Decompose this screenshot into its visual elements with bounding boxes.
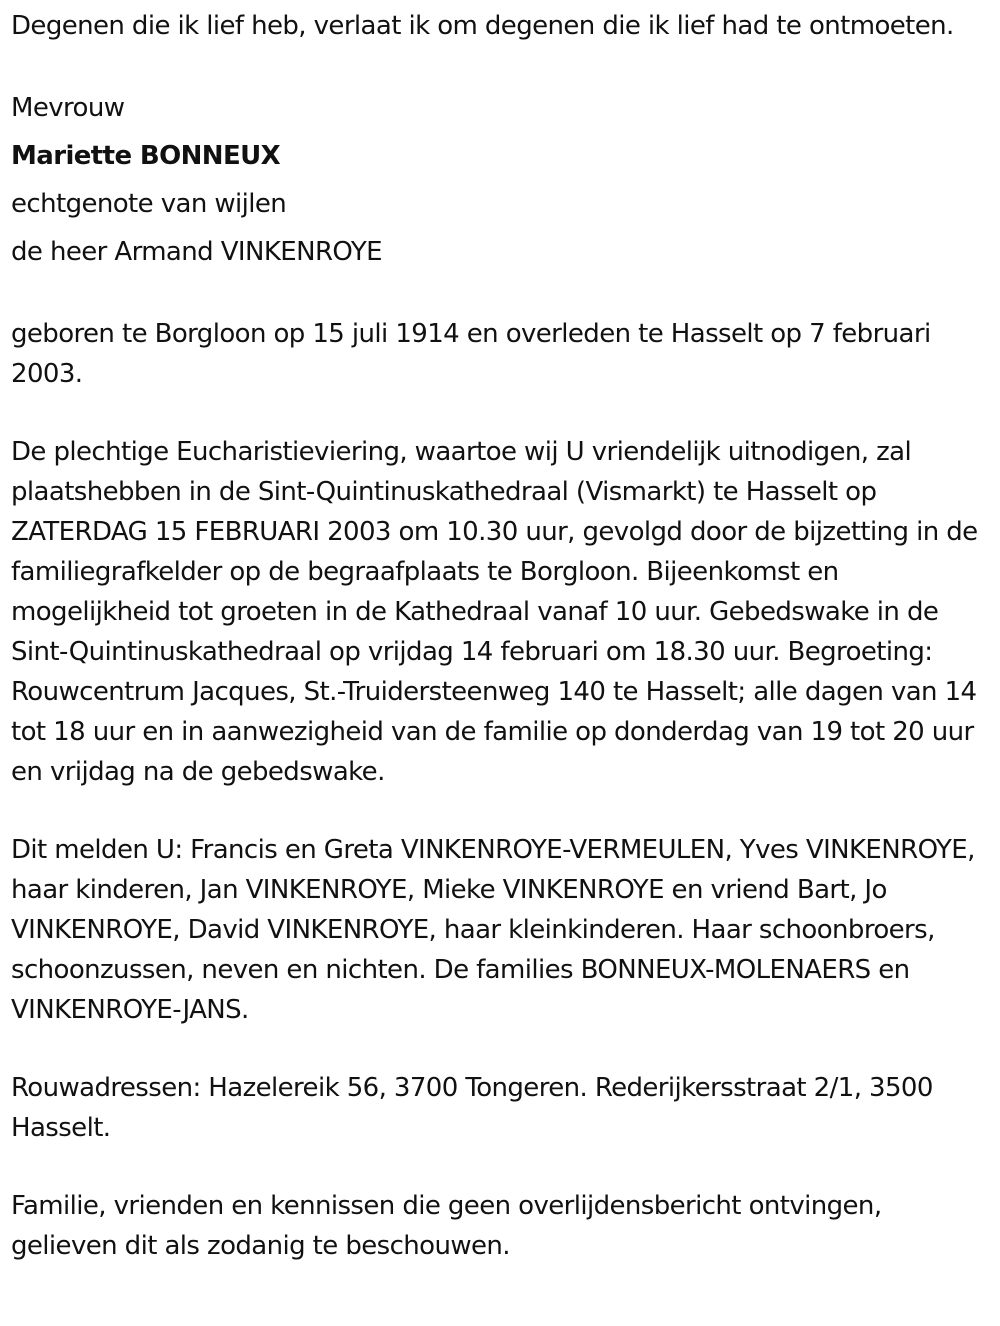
spouse-line-1: echtgenote van wijlen — [11, 189, 287, 219]
deceased-block — [11, 84, 993, 276]
ceremony-paragraph: De plechtige Eucharistieviering, waartoe wij U vriendelijk uitnodigen, zal plaatshebben in de Sint-Quintinuskathedraal (Vismarkt) te Hasselt op ZATERDAG 15 FEBRUARI 2003 om 10.30 uur, gevolgd door de bijzetting in de familiegrafkelder op de begraafplaats te Borgloon. Bijeenkomst en mogelijkheid tot groeten in de Kathedraal vanaf 10 uur. Gebedswake in de Sint-Quintinuskathedraal op vrijdag 14 februari om 18.30 uur. Begroeting: Rouwcentrum Jacques, St.-Truidersteenweg 140 te Hasselt; alle dagen van 14 tot 18 uur en in aanwezigheid van de familie op donderdag van 19 tot 20 uur en vrijdag na de gebedswake. — [11, 437, 978, 787]
spouse-line-2: de heer Armand VINKENROYE — [11, 237, 382, 267]
obituary-document — [11, 6, 993, 1266]
closing-paragraph: Familie, vrienden en kennissen die geen overlijdensbericht ontvingen, gelieven dit als zodanig te beschouwen. — [11, 1191, 882, 1261]
deceased-title: Mevrouw — [11, 93, 125, 123]
deceased-name: Mariette BONNEUX — [11, 141, 281, 171]
opening-quote: Degenen die ik lief heb, verlaat ik om degenen die ik lief had te ontmoeten. — [11, 11, 954, 41]
addresses-paragraph: Rouwadressen: Hazelereik 56, 3700 Tongeren. Rederijkersstraat 2/1, 3500 Hasselt. — [11, 1073, 933, 1143]
birth-death-paragraph: geboren te Borgloon op 15 juli 1914 en overleden te Hasselt op 7 februari 2003. — [11, 319, 931, 389]
announcers-paragraph: Dit melden U: Francis en Greta VINKENROYE-VERMEULEN, Yves VINKENROYE, haar kinderen, Jan VINKENROYE, Mieke VINKENROYE en vriend Bart, Jo VINKENROYE, David VINKENROYE, haar kleinkinderen. Haar schoonbroers, schoonzussen, neven en nichten. De families BONNEUX-MOLENAERS en VINKENROYE-JANS. — [11, 835, 975, 1025]
